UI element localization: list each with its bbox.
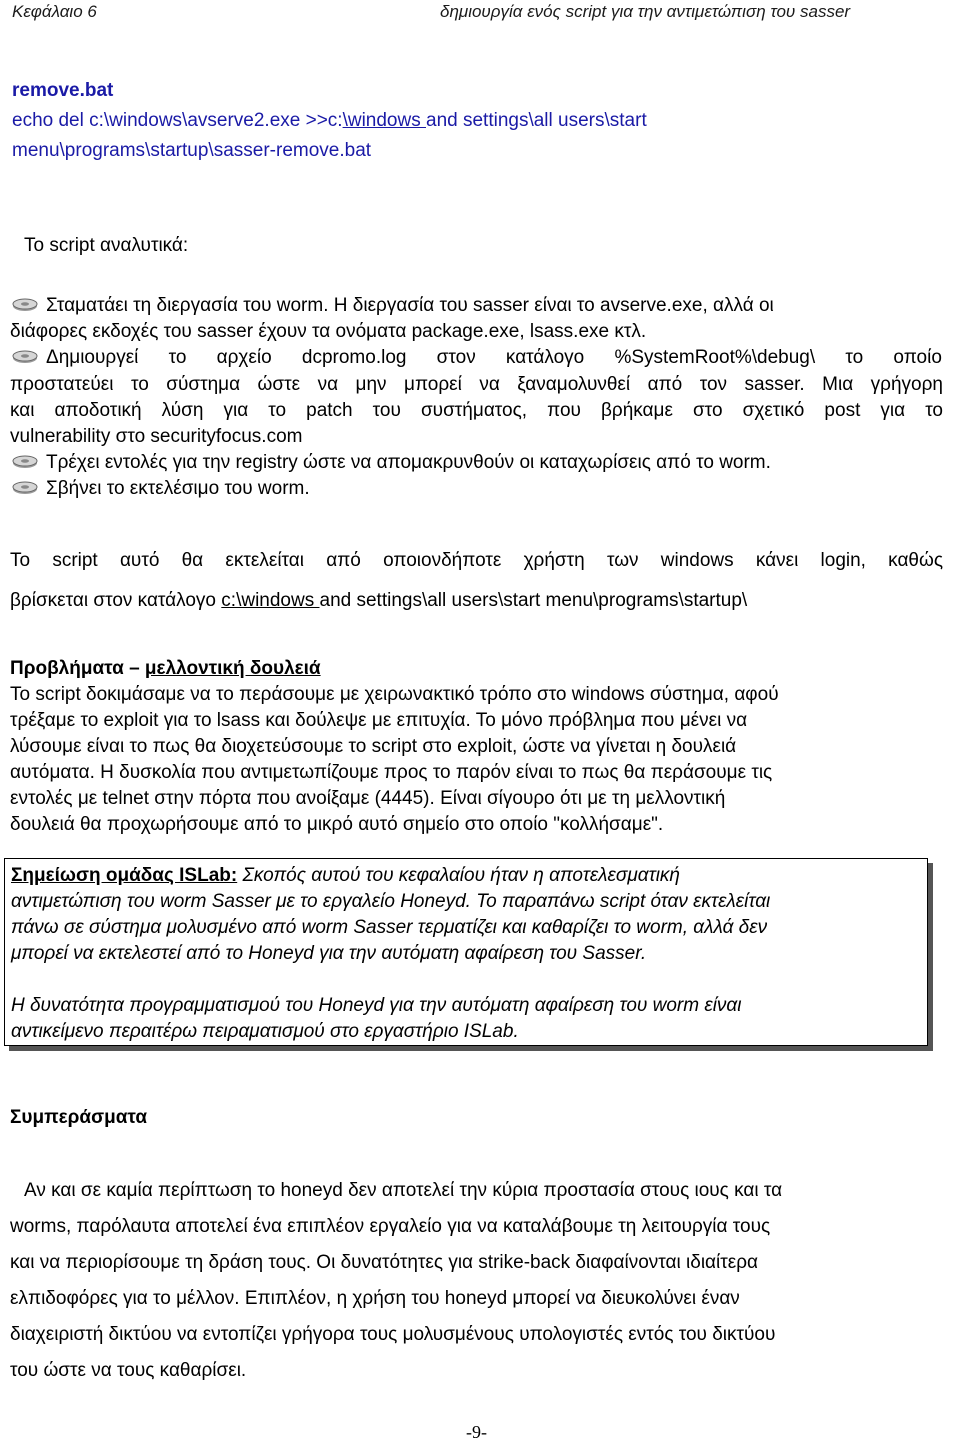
note-line: μπορεί να εκτελεστεί από το Honeyd για την αυτόματη αφαίρεση του Sasser.	[11, 943, 647, 964]
conclusions-line: worms, παρόλαυτα αποτελεί ένα επιπλέον εργαλείο για να καταλάβουμε τη λειτουργία τους	[10, 1216, 771, 1237]
code-line-1: remove.bat	[12, 80, 114, 101]
list-item: Τρέχει εντολές για την registry ώστε να απομακρυνθούν οι καταχωρίσεις από το worm.	[12, 452, 771, 474]
note-line: Σημείωση ομάδας ISLab: Σκοπός αυτού του κεφαλαίου ήταν η αποτελεσματική	[11, 865, 680, 886]
disk-bullet-icon	[12, 455, 38, 469]
conclusions-line: και να περιορίσουμε τη δράση τους. Οι δυνατότητες για strike-back διαφαίνονται ιδιαίτερα	[10, 1252, 759, 1273]
problems-line: δουλειά θα προχωρήσουμε από το μικρό αυτό σημείο στο οποίο "κολλήσαμε".	[10, 814, 664, 835]
conclusions-line: ελπιδοφόρες για το μέλλον. Επιπλέον, η χρήση του honeyd μπορεί να διευκολύνει έναν	[10, 1288, 740, 1309]
list-item: Δημιουργεί το αρχείο dcpromo.log στον κατάλογο %SystemRoot%\debug\ το οποίο	[12, 347, 942, 369]
note-line: πάνω σε σύστημα μολυσμένο από worm Sasser τερματίζει και καθαρίζει το worm, αλλά δεν	[11, 917, 768, 938]
problems-line: αυτόματα. Η δυσκολία που αντιμετωπίζουμε προς το παρόν είναι το πως θα περάσουμε τις	[10, 762, 773, 783]
conclusions-line: του ώστε να τους καθαρίσει.	[10, 1360, 247, 1381]
problems-line: Το script δοκιμάσαμε να το περάσουμε με χειρωνακτικό τρόπο στο windows σύστημα, αφού	[10, 684, 779, 705]
problems-heading: Προβλήματα – μελλοντική δουλειά	[10, 658, 321, 679]
list-item: Σταματάει τη διεργασία του worm. Η διεργασία του sasser είναι το avserve.exe, αλλά οι	[12, 295, 774, 317]
disk-bullet-icon	[12, 298, 38, 312]
problems-line: λύσουμε είναι το πως θα διοχετεύσουμε το script στο exploit, ώστε να γίνεται η δουλειά	[10, 736, 737, 757]
disk-bullet-icon	[12, 481, 38, 495]
code-line-3: menu\programs\startup\sasser-remove.bat	[12, 140, 372, 161]
problems-line: εντολές με telnet στην πόρτα που ανοίξαμε (4445). Είναι σίγουρο ότι με τη μελλοντική	[10, 788, 726, 809]
chapter-label: Κεφάλαιο 6	[12, 2, 97, 21]
code-line-2: echo del c:\windows\avserve2.exe >>c:\windows and settings\all users\start	[12, 110, 647, 131]
conclusions-heading: Συμπεράσματα	[10, 1107, 148, 1128]
conclusions-line: Αν και σε καμία περίπτωση το honeyd δεν αποτελεί την κύρια προστασία στους ιους και τα	[24, 1180, 783, 1201]
islab-note-box	[4, 858, 928, 1046]
note-label: Σημείωση ομάδας ISLab:	[11, 865, 238, 886]
list-item: Σβήνει το εκτελέσιμο του worm.	[12, 478, 310, 500]
note-line: αντικείμενο περαιτέρω πειραματισμού στο εργαστήριο ISLab.	[11, 1021, 519, 1042]
login-paragraph: Το script αυτό θα εκτελείται από οποιονδήποτε χρήστη των windows κάνει login, καθώς	[10, 550, 943, 571]
code-windows-link[interactable]: \windows	[342, 110, 426, 131]
note-line: Η δυνατότητα προγραμματισμού του Honeyd για την αυτόματη αφαίρεση του worm είναι	[11, 995, 742, 1016]
chapter-title: δημιουργία ενός script για την αντιμετώπιση του sasser	[440, 2, 851, 21]
list-item-continuation: διάφορες εκδοχές του sasser έχουν τα ονόματα package.exe, lsass.exe κτλ.	[10, 321, 647, 342]
note-line: αντιμετώπιση του worm Sasser με το εργαλείο Honeyd. Το παραπάνω script όταν εκτελείται	[11, 891, 771, 912]
page-number: -9-	[466, 1422, 487, 1442]
conclusions-line: διαχειριστή δικτύου να εντοπίζει γρήγορα τους μολυσμένους υπολογιστές εντός του δικτύου	[10, 1324, 776, 1345]
windows-path-link[interactable]: c:\windows	[221, 590, 320, 611]
problems-line: τρέξαμε το exploit για το lsass και δούλεψε με επιτυχία. Το μόνο πρόβλημα που μένει να	[10, 710, 748, 731]
list-item-continuation: προστατεύει το σύστημα ώστε να μην μπορεί να ξαναμολυνθεί από τον sasser. Μια γρήγορη και αποδοτική λύση για το patch του συστήματος, που βρήκαμε στο σχετικό post για το vulnerability στο securityfocus.com	[10, 374, 943, 447]
script-intro: Το script αναλυτικά:	[24, 235, 189, 256]
disk-bullet-icon	[12, 350, 38, 364]
login-paragraph-line-2: βρίσκεται στον κατάλογο c:\windows and settings\all users\start menu\programs\startup\	[10, 590, 748, 611]
